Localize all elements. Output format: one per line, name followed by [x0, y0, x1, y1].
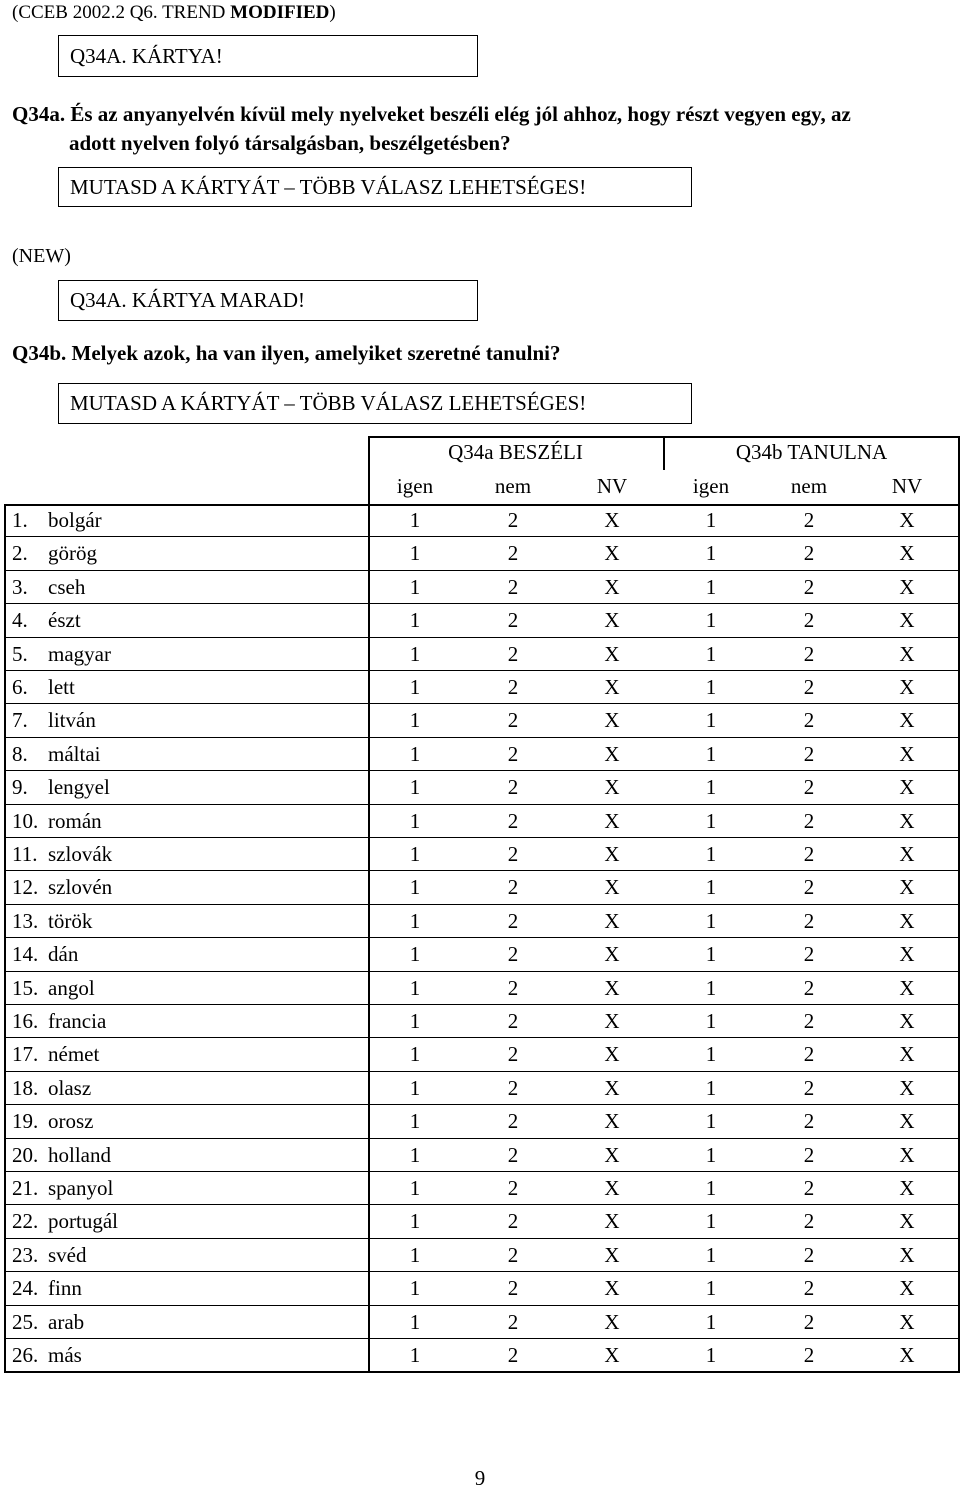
answer-code[interactable]: 2 [803, 875, 815, 900]
language-name: olasz [48, 1075, 92, 1100]
answer-code[interactable]: X [604, 775, 620, 800]
answer-code[interactable]: X [604, 1242, 620, 1267]
answer-code[interactable]: X [604, 1109, 620, 1134]
table-row-label [12, 871, 112, 904]
answer-code[interactable]: 1 [705, 1343, 717, 1367]
table-row-label [12, 604, 81, 637]
answer-code[interactable]: 2 [507, 1109, 519, 1134]
language-name: lengyel [48, 775, 110, 800]
answer-code[interactable]: 2 [803, 1242, 815, 1267]
answer-code[interactable]: 2 [507, 608, 519, 633]
answer-code[interactable]: 2 [507, 675, 519, 699]
answer-code[interactable]: 2 [507, 1343, 519, 1367]
table-row-label [12, 504, 102, 537]
answer-code[interactable]: 2 [507, 508, 519, 532]
row-number: 20. [12, 1142, 39, 1167]
language-name: francia [48, 1009, 107, 1033]
answer-code[interactable]: 1 [705, 1276, 717, 1301]
answer-code[interactable]: 1 [409, 675, 421, 699]
table-row-label [12, 1306, 84, 1339]
answer-code[interactable]: 1 [409, 842, 421, 866]
answer-code[interactable]: 2 [803, 1109, 815, 1134]
answer-code[interactable]: 1 [409, 508, 421, 532]
answer-code[interactable]: X [604, 541, 620, 566]
answer-code[interactable]: X [899, 1042, 915, 1067]
answer-code[interactable]: 2 [507, 842, 519, 866]
answer-code[interactable]: 1 [705, 975, 717, 1000]
language-name: arab [48, 1309, 85, 1334]
answer-code[interactable]: X [899, 908, 915, 933]
answer-code[interactable]: 1 [409, 708, 421, 733]
answer-code[interactable]: 2 [803, 508, 815, 532]
answer-code[interactable]: X [604, 908, 620, 933]
answer-code[interactable]: 1 [705, 574, 717, 599]
answer-code[interactable]: 1 [705, 1142, 717, 1167]
language-name: török [48, 908, 93, 933]
instruction-multi-2-text: MUTASD A KÁRTYÁT – TÖBB VÁLASZ LEHETSÉGES! [70, 391, 587, 415]
instruction-box-multi-2 [58, 383, 692, 424]
answer-code[interactable]: X [899, 1276, 915, 1301]
table-row-label [12, 1105, 94, 1138]
answer-code[interactable]: 1 [705, 608, 717, 633]
row-number: 21. [12, 1176, 39, 1200]
answer-code[interactable]: 1 [409, 641, 421, 666]
answer-code[interactable]: X [604, 608, 620, 633]
row-number: 2. [12, 541, 28, 566]
page-number: 9 [474, 1466, 486, 1490]
answer-code[interactable]: 2 [803, 942, 815, 967]
question-q34b [12, 341, 561, 366]
answer-code[interactable]: 1 [409, 1009, 421, 1033]
answer-code[interactable]: X [604, 875, 620, 900]
answer-code[interactable]: 1 [409, 1343, 421, 1367]
answer-code[interactable]: 1 [409, 1209, 421, 1234]
answer-code[interactable]: X [899, 641, 915, 666]
answer-code[interactable]: X [899, 574, 915, 599]
answer-code[interactable]: 2 [803, 541, 815, 566]
row-number: 13. [12, 908, 39, 933]
answer-code[interactable]: X [604, 1309, 620, 1334]
row-number: 6. [12, 675, 28, 699]
table-row-label [12, 1072, 91, 1105]
instruction-box-card [58, 35, 478, 77]
sub-header: igen [396, 474, 434, 498]
answer-code[interactable]: X [899, 1309, 915, 1334]
answer-code[interactable]: 2 [507, 1042, 519, 1067]
answer-code[interactable]: X [604, 641, 620, 666]
answer-code[interactable]: 2 [507, 641, 519, 666]
answer-code[interactable]: 2 [507, 741, 519, 766]
answer-code[interactable]: X [899, 541, 915, 566]
trend-prefix: (CCEB 2002.2 Q6. TREND [12, 2, 231, 23]
answer-code[interactable]: 1 [705, 1109, 717, 1134]
answer-code[interactable]: X [899, 808, 915, 833]
answer-code[interactable]: X [604, 708, 620, 733]
answer-code[interactable]: 2 [507, 908, 519, 933]
table-row-label [12, 805, 102, 838]
answer-code[interactable]: 2 [803, 1075, 815, 1100]
instruction-card-stays-text: Q34A. KÁRTYA MARAD! [70, 288, 305, 312]
answer-code[interactable]: X [604, 808, 620, 833]
answer-code[interactable]: 2 [507, 574, 519, 599]
answer-code[interactable]: 2 [507, 541, 519, 566]
answer-code[interactable]: 2 [803, 808, 815, 833]
answer-code[interactable]: 1 [705, 775, 717, 800]
row-number: 1. [12, 508, 28, 532]
answer-code[interactable]: 1 [705, 1009, 717, 1033]
answer-code[interactable]: 2 [507, 1176, 519, 1200]
group-header-q34a: Q34a BESZÉLI [448, 440, 583, 464]
answer-code[interactable]: 2 [803, 1276, 815, 1301]
answer-code[interactable]: X [604, 1042, 620, 1067]
row-number: 17. [12, 1042, 39, 1067]
answer-code[interactable]: 1 [409, 1309, 421, 1334]
answer-code[interactable]: 2 [803, 1042, 815, 1067]
row-number: 23. [12, 1242, 39, 1267]
row-number: 10. [12, 808, 39, 833]
answer-code[interactable]: 2 [507, 1209, 519, 1234]
answer-code[interactable]: 1 [705, 808, 717, 833]
answer-code[interactable]: X [604, 942, 620, 967]
answer-code[interactable]: X [899, 1075, 915, 1100]
answer-code[interactable]: X [604, 574, 620, 599]
answer-code[interactable]: X [899, 675, 915, 699]
row-number: 9. [12, 775, 28, 800]
answer-code[interactable]: 1 [409, 1242, 421, 1267]
answer-code[interactable]: 2 [507, 875, 519, 900]
language-name: szlovén [48, 875, 113, 900]
answer-code[interactable]: 1 [409, 775, 421, 800]
answer-code[interactable]: 2 [803, 1309, 815, 1334]
answer-code[interactable]: X [899, 1176, 915, 1200]
row-number: 26. [12, 1343, 39, 1367]
table-row-label [12, 704, 96, 737]
answer-code[interactable]: X [899, 1209, 915, 1234]
answer-code[interactable]: X [899, 1343, 915, 1367]
row-number: 11. [12, 842, 38, 866]
row-number: 5. [12, 641, 28, 666]
trend-suffix: ) [329, 2, 336, 23]
answer-code[interactable]: 1 [409, 908, 421, 933]
answer-code[interactable]: X [604, 1176, 620, 1200]
question-q34b-number: Q34b. [12, 341, 67, 365]
answer-code[interactable]: 2 [803, 641, 815, 666]
table-row-label [12, 671, 75, 704]
row-number: 22. [12, 1209, 39, 1234]
table-left-border [4, 504, 6, 1372]
language-name: máltai [48, 741, 101, 766]
table-row-label [12, 1339, 82, 1372]
answer-code[interactable]: 1 [409, 608, 421, 633]
answer-code[interactable]: 2 [507, 1276, 519, 1301]
answer-code[interactable]: 1 [409, 541, 421, 566]
answer-code[interactable]: 1 [705, 641, 717, 666]
answer-code[interactable]: 2 [803, 1209, 815, 1234]
answer-code[interactable]: 2 [803, 908, 815, 933]
answer-code[interactable]: 2 [507, 1142, 519, 1167]
table-row-label [12, 1172, 113, 1205]
language-name: bolgár [48, 508, 102, 532]
language-name: orosz [48, 1109, 94, 1134]
answer-code[interactable]: X [899, 508, 915, 532]
table-row-label [12, 738, 100, 771]
answer-code[interactable]: 2 [507, 942, 519, 967]
row-number: 18. [12, 1075, 39, 1100]
answer-code[interactable]: X [899, 1242, 915, 1267]
language-name: litván [48, 708, 96, 733]
answer-code[interactable]: X [604, 1276, 620, 1301]
answer-code[interactable]: 2 [803, 741, 815, 766]
new-tag: (NEW) [12, 245, 71, 267]
answer-code[interactable]: X [604, 741, 620, 766]
row-number: 15. [12, 975, 39, 1000]
language-name: román [48, 808, 102, 833]
row-number: 16. [12, 1009, 39, 1033]
table-row-label [12, 1205, 118, 1238]
question-q34b-text: Melyek azok, ha van ilyen, amelyiket szeretné tanulni? [71, 341, 561, 365]
table-row-label [12, 1272, 82, 1305]
answer-code[interactable]: X [899, 1142, 915, 1167]
answer-code[interactable]: X [899, 775, 915, 800]
table-row-label [12, 571, 85, 604]
language-name: finn [48, 1276, 82, 1301]
table-row-label [12, 1139, 111, 1172]
answer-code[interactable]: 1 [705, 508, 717, 532]
answer-code[interactable]: 2 [507, 808, 519, 833]
answer-code[interactable]: 1 [409, 1075, 421, 1100]
answer-code[interactable]: 1 [705, 675, 717, 699]
language-name: spanyol [48, 1176, 114, 1200]
row-number: 24. [12, 1276, 39, 1301]
answer-code[interactable]: 1 [409, 741, 421, 766]
row-number: 8. [12, 741, 28, 766]
answer-code[interactable]: 1 [705, 908, 717, 933]
table-row-label [12, 838, 112, 871]
answer-code[interactable]: X [604, 975, 620, 1000]
language-name: német [48, 1042, 100, 1067]
answer-code[interactable]: 2 [803, 842, 815, 866]
trend-modified: MODIFIED [230, 2, 330, 23]
answer-code[interactable]: X [604, 1009, 620, 1033]
answer-code[interactable]: 1 [705, 1176, 717, 1200]
table-row-label [12, 938, 78, 971]
answer-code[interactable]: X [899, 608, 915, 633]
table-row-label [12, 537, 97, 570]
answer-code[interactable]: 1 [409, 1176, 421, 1200]
language-name: magyar [48, 641, 111, 666]
answer-code[interactable]: 1 [409, 1109, 421, 1134]
answer-code[interactable]: 1 [409, 808, 421, 833]
answer-code[interactable]: X [604, 1209, 620, 1234]
row-number: 12. [12, 875, 39, 900]
table-row-label [12, 1239, 87, 1272]
answer-code[interactable]: 1 [705, 541, 717, 566]
answer-code[interactable]: 2 [803, 975, 815, 1000]
table-row-label [12, 1038, 99, 1071]
answer-code[interactable]: 2 [507, 1075, 519, 1100]
answer-code[interactable]: 1 [705, 1209, 717, 1234]
row-number: 19. [12, 1109, 39, 1134]
answer-code[interactable]: X [899, 875, 915, 900]
answer-code[interactable]: X [899, 942, 915, 967]
answer-code[interactable]: 1 [409, 1276, 421, 1301]
answer-code[interactable]: 1 [705, 1075, 717, 1100]
answer-code[interactable]: X [604, 1343, 620, 1367]
question-q34a-line1: És az anyanyelvén kívül mely nyelveket beszéli elég jól ahhoz, hogy részt vegyen egy, az [70, 102, 851, 126]
language-name: dán [48, 942, 79, 967]
answer-code[interactable]: 2 [803, 675, 815, 699]
answer-code[interactable]: X [604, 1142, 620, 1167]
sub-header: igen [692, 474, 730, 498]
answer-code[interactable]: 1 [409, 1042, 421, 1067]
answer-code[interactable]: 1 [705, 1309, 717, 1334]
answer-code[interactable]: 2 [803, 574, 815, 599]
answer-code[interactable]: X [899, 842, 915, 866]
answer-code[interactable]: X [899, 708, 915, 733]
answer-code[interactable]: X [604, 508, 620, 532]
answer-code[interactable]: X [604, 842, 620, 866]
answer-code[interactable]: X [604, 675, 620, 699]
row-number: 7. [12, 708, 28, 733]
language-name: görög [48, 541, 97, 566]
answer-code[interactable]: 2 [507, 975, 519, 1000]
question-q34a-number: Q34a. [12, 102, 66, 126]
language-name: angol [48, 975, 95, 1000]
row-number: 4. [12, 608, 28, 633]
answer-code[interactable]: 1 [705, 875, 717, 900]
answer-code[interactable]: 2 [803, 708, 815, 733]
sub-header: NV [891, 474, 923, 498]
answer-code[interactable]: 1 [409, 574, 421, 599]
instruction-box-card-stays [58, 280, 478, 321]
row-number: 14. [12, 942, 39, 967]
answer-code[interactable]: 2 [507, 1009, 519, 1033]
answer-code[interactable]: 1 [409, 875, 421, 900]
answer-code[interactable]: 2 [507, 775, 519, 800]
answer-code[interactable]: X [899, 1009, 915, 1033]
answer-code[interactable]: 2 [803, 1142, 815, 1167]
answer-code[interactable]: 2 [507, 1242, 519, 1267]
question-q34a [12, 100, 952, 158]
instruction-multi-1-text: MUTASD A KÁRTYÁT – TÖBB VÁLASZ LEHETSÉGES! [70, 174, 587, 199]
answer-code[interactable]: 1 [705, 1242, 717, 1267]
sub-header: nem [790, 474, 828, 498]
sub-header: nem [494, 474, 532, 498]
language-name: cseh [48, 574, 86, 599]
answer-code[interactable]: 1 [705, 842, 717, 866]
language-name: svéd [48, 1242, 87, 1267]
answer-code[interactable]: 2 [803, 1009, 815, 1033]
answer-code[interactable]: 1 [409, 942, 421, 967]
language-name: holland [48, 1142, 111, 1167]
table-row-label [12, 905, 92, 938]
answer-code[interactable]: X [899, 975, 915, 1000]
language-name: lett [48, 675, 75, 699]
language-name: más [48, 1343, 82, 1367]
table-row-label [12, 1005, 106, 1038]
table-row-label [12, 638, 111, 671]
answer-code[interactable]: 1 [705, 1042, 717, 1067]
answer-code[interactable]: 1 [705, 741, 717, 766]
answer-code[interactable]: 2 [803, 1176, 815, 1200]
language-name: szlovák [48, 842, 113, 866]
group-header-q34b: Q34b TANULNA [735, 440, 888, 464]
question-q34a-line2: adott nyelven folyó társalgásban, beszélgetésben? [69, 131, 511, 155]
row-number: 25. [12, 1309, 39, 1334]
answer-code[interactable]: 2 [803, 775, 815, 800]
answer-code[interactable]: X [899, 741, 915, 766]
instruction-card-text: Q34A. KÁRTYA! [70, 43, 223, 68]
answer-code[interactable]: 1 [705, 708, 717, 733]
answer-code[interactable]: X [899, 1109, 915, 1134]
language-name: portugál [48, 1209, 118, 1234]
answer-code[interactable]: 1 [409, 1142, 421, 1167]
instruction-box-multi-1 [58, 167, 692, 207]
answer-code[interactable]: 2 [507, 1309, 519, 1334]
sub-header: NV [596, 474, 628, 498]
table-row-label [12, 972, 95, 1005]
language-table [4, 436, 960, 1374]
answer-code[interactable]: 1 [705, 942, 717, 967]
answer-code[interactable]: 2 [803, 608, 815, 633]
language-name: észt [48, 608, 81, 633]
answer-code[interactable]: 1 [409, 975, 421, 1000]
row-number: 3. [12, 574, 28, 599]
answer-code[interactable]: X [604, 1075, 620, 1100]
answer-code[interactable]: 2 [803, 1343, 815, 1367]
trend-note [12, 2, 336, 24]
table-row-label [12, 771, 110, 804]
answer-code[interactable]: 2 [507, 708, 519, 733]
